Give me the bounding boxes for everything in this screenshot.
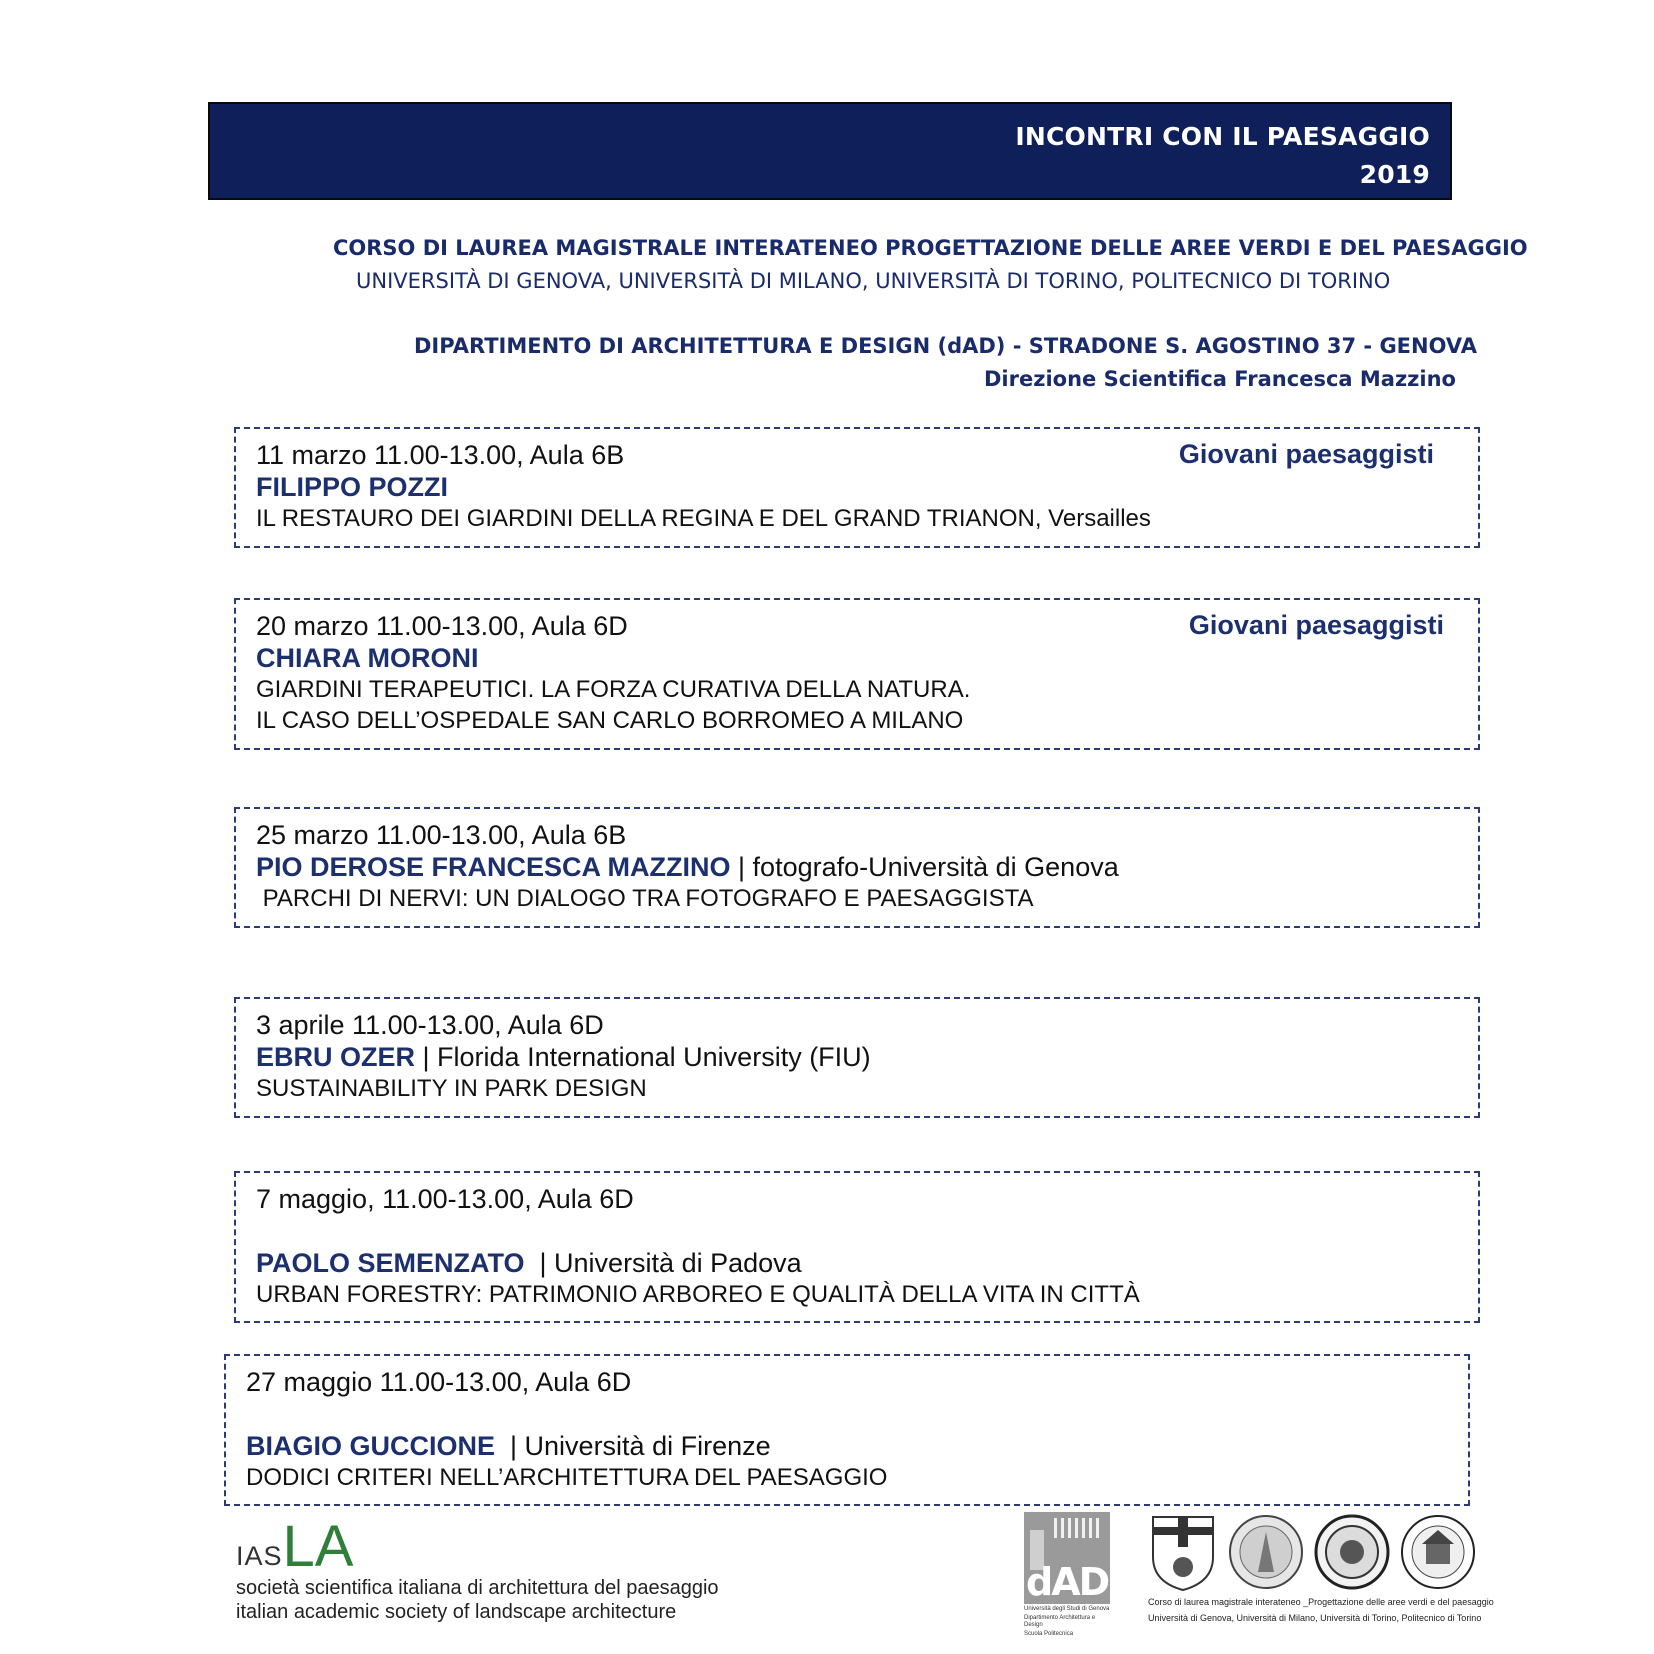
iasla-ias-text: IAS [236,1541,283,1571]
event-datetime: 11 marzo 11.00-13.00, Aula 6B [256,440,625,470]
dad-caption-1: Università degli Studi di Genova [1024,1606,1110,1612]
event-card [234,997,1480,1118]
dad-mark-text: dAD [1026,1560,1109,1604]
polito-seal-icon [1400,1514,1476,1590]
dad-caption-2: Dipartimento Architettura e Design [1024,1615,1096,1628]
event-title: IL RESTAURO DEI GIARDINI DELLA REGINA E DEL GRAND TRIANON, Versailles [256,505,1151,532]
speaker-name: FILIPPO POZZI [256,472,449,502]
torino-seal-icon [1314,1514,1390,1590]
universities-line: UNIVERSITÀ DI GENOVA, UNIVERSITÀ DI MILANO, UNIVERSITÀ DI TORINO, POLITECNICO DI TORINO [356,269,1391,293]
event-datetime: 7 maggio, 11.00-13.00, Aula 6D [256,1184,634,1214]
dad-caption-3: Scuola Politecnica [1024,1631,1074,1637]
event-card [234,598,1480,750]
speaker-name: PIO DEROSE FRANCESCA MAZZINO [256,852,731,882]
dad-mark [1024,1512,1110,1604]
speaker-affiliation: | Florida International University (FIU) [415,1042,871,1072]
iasla-english-name: italian academic society of landscape architecture [236,1601,677,1623]
speaker-name: PAOLO SEMENZATO [256,1248,525,1278]
milano-seal-icon [1228,1514,1304,1590]
event-datetime: 25 marzo 11.00-13.00, Aula 6B [256,820,627,850]
speaker-name: EBRU OZER [256,1042,416,1072]
event-title: PARCHI DI NERVI: UN DIALOGO TRA FOTOGRAFO E PAESAGGISTA [256,885,1034,912]
event-tag: Giovani paesaggisti [1188,610,1444,640]
genova-crest-icon [1148,1512,1218,1592]
course-title: CORSO DI LAUREA MAGISTRALE INTERATENEO PROGETTAZIONE DELLE AREE VERDI E DEL PAESAGGIO [333,236,1528,260]
speaker-name: CHIARA MORONI [256,643,479,673]
dad-logo [1024,1512,1110,1638]
speaker-affiliation: | Università di Padova [524,1248,802,1278]
event-card [234,1171,1480,1323]
direction-line: Direzione Scientifica Francesca Mazzino [984,367,1456,391]
seals-caption-2: Università di Genova, Università di Milano, Università di Torino, Politecnico di Torino [1148,1613,1482,1623]
event-title: GIARDINI TERAPEUTICI. LA FORZA CURATIVA DELLA NATURA. [256,676,971,703]
event-title: SUSTAINABILITY IN PARK DESIGN [256,1075,647,1102]
speaker-affiliation: | fotografo-Università di Genova [730,852,1119,882]
speaker-affiliation: | Università di Firenze [495,1431,771,1461]
banner-title: INCONTRI CON IL PAESAGGIO [1015,122,1430,151]
iasla-la-text: LA [282,1514,354,1579]
iasla-italian-name: società scientifica italiana di architettura del paesaggio [236,1577,719,1599]
department-line: DIPARTIMENTO DI ARCHITETTURA E DESIGN (dAD) - STRADONE S. AGOSTINO 37 - GENOVA [414,334,1477,358]
event-datetime: 3 aprile 11.00-13.00, Aula 6D [256,1010,604,1040]
event-datetime: 27 maggio 11.00-13.00, Aula 6D [246,1367,632,1397]
event-tag: Giovani paesaggisti [1178,439,1434,469]
event-card [224,1354,1470,1506]
title-banner [208,102,1452,200]
event-title: URBAN FORESTRY: PATRIMONIO ARBOREO E QUALITÀ DELLA VITA IN CITTÀ [256,1281,1140,1308]
seals-caption-1: Corso di laurea magistrale interateneo _Progettazione delle aree verdi e del paesaggio [1148,1597,1494,1607]
event-datetime: 20 marzo 11.00-13.00, Aula 6D [256,611,628,641]
event-title: DODICI CRITERI NELL’ARCHITETTURA DEL PAESAGGIO [246,1464,888,1491]
iasla-logo [236,1514,719,1624]
event-card [234,427,1480,548]
event-card [234,807,1480,928]
event-title-line2: IL CASO DELL’OSPEDALE SAN CARLO BORROMEO A MILANO [256,707,964,734]
banner-year: 2019 [1359,160,1430,189]
speaker-name: BIAGIO GUCCIONE [246,1431,496,1461]
university-seals [1148,1512,1494,1624]
